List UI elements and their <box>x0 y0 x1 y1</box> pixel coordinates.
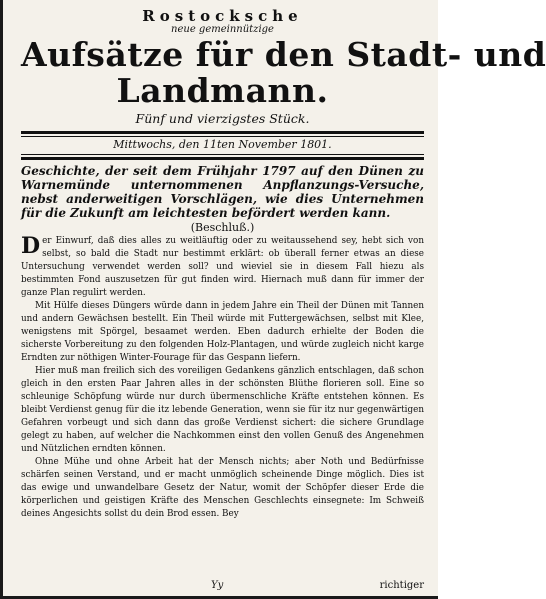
masthead-title-line1: Aufsätze für den Stadt- und <box>21 35 546 74</box>
paragraph-3: Hier muß man freilich sich des voreiligen Gedankens gänzlich entschlagen, daß schon gleich in den ersten Paar Jahren alles in der schönsten Blüthe florieren soll. Eine so schleunige Schöpfung würde nur durch übermenschliche Kräfte entstehen können. Es bleibt Verdienst genug für die itz lebende Generation, wenn sie für itz nur gegenwärtigen Gefahren vorbeugt und sich dann das große Verdienst sichert: die sichere Grundlage gelegt zu haben, auf welcher die Nachkommen einst den vollen Genuß des Angenehmen und Nützlichen erndten können. <box>21 366 424 454</box>
issue-number: Fünf und vierzigstes Stück. <box>135 111 310 126</box>
drop-cap: D <box>21 233 41 259</box>
rule-bottom-thin <box>21 154 424 155</box>
paragraph-2: Mit Hülfe dieses Düngers würde dann in jedem Jahre ein Theil der Dünen mit Tannen und andern Gewächsen bestellt. Ein Theil würde mit Futtergewächsen, selbst mit Klee, wenigstens mit Spörgel, besaamet werden. Eben dadurch erhielte der Boden die sicherste Vorbereitung zu den folgenden Holz-Plantagen, und würde zugleich nicht karge Erndten zur nöthigen Winter-Fourage für das Gespann liefern. <box>21 301 424 363</box>
paragraph-1 <box>21 235 424 300</box>
masthead <box>21 7 546 127</box>
article-body <box>21 235 424 521</box>
masthead-subtitle: neue gemeinnützige <box>171 24 274 35</box>
signature-mark: Yy <box>211 580 224 591</box>
article-headline: Geschichte, der seit dem Frühjahr 1797 auf den Dünen zu Warnemünde unternommenen Anpflanzungs-Versuche, nebst anderweitigen Vorschlägen, wie dies Unternehmen für die Zukunft am leichtesten befördert werden kann. <box>21 164 424 220</box>
rule-top-thick <box>21 131 424 134</box>
article-conclusion-note: (Beschluß.) <box>190 221 255 234</box>
rule-bottom-thick <box>21 157 424 160</box>
masthead-title-line2: Landmann. <box>116 71 329 110</box>
dateline: Mittwochs, den 11ten November 1801. <box>113 138 332 151</box>
paragraph-1-text: er Einwurf, daß dies alles zu weitläuftig oder zu weitaussehend sey, hebt sich von selbst, so bald die Stadt nur bestimmt erklärt: ob überall ferner etwas an diese Untersuchung verwendet werden soll? und wieviel sie in diesem Fall hiezu als bestimmten Fond auszusetzen für gut finden wird. Hiernach muß dann für immer der ganze Plan regulirt werden. <box>21 236 424 298</box>
paragraph-4: Ohne Mühe und ohne Arbeit hat der Mensch nichts; aber Noth und Bedürfnisse schärfen seinen Verstand, und er macht unmöglich scheinende Dinge möglich. Dies ist das ewige und unwandelbare Gesetz der Natur, womit der Schöpfer dieser Erde die körperlichen und geistigen Kräfte des Menschen Geschlechts einsegnete: Im Schweiß deines Angesichts sollst du dein Brod essen. Bey <box>21 457 424 519</box>
catchword: richtiger <box>379 580 424 591</box>
masthead-top: Rostocksche <box>142 7 303 25</box>
